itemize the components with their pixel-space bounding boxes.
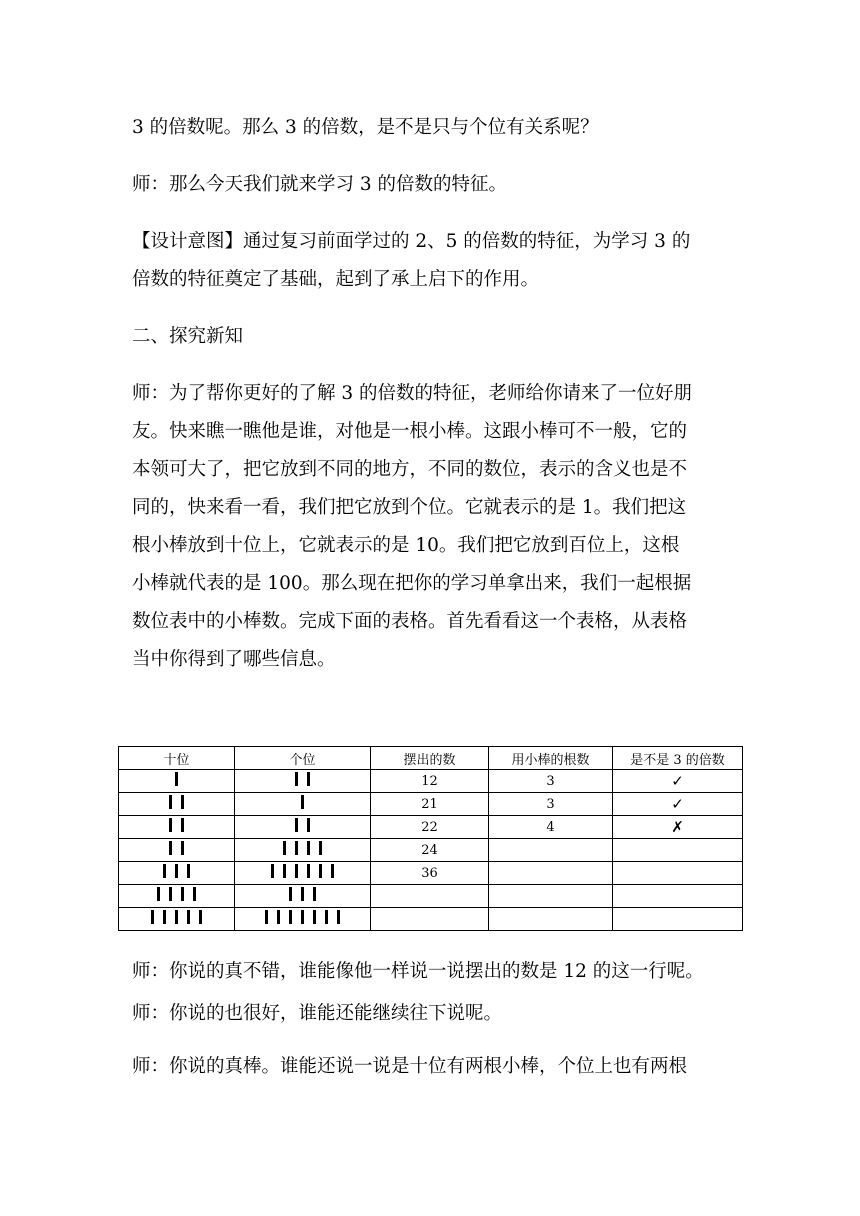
paragraph-intro-question bbox=[132, 109, 742, 147]
stick-group bbox=[169, 795, 184, 809]
is-multiple-cell bbox=[613, 816, 743, 839]
header-tens: 十位 bbox=[119, 747, 235, 770]
stick-icon bbox=[169, 795, 172, 809]
stick-icon bbox=[295, 818, 298, 832]
stick-icon bbox=[169, 841, 172, 855]
stick-icon bbox=[301, 795, 304, 809]
table-header-row bbox=[119, 747, 743, 770]
stick-icon bbox=[307, 864, 310, 878]
header-is-multiple: 是不是 3 的倍数 bbox=[613, 747, 743, 770]
is-multiple-cell bbox=[613, 885, 743, 908]
tens-sticks-cell bbox=[119, 816, 235, 839]
number-cell bbox=[371, 862, 489, 885]
table-row bbox=[119, 793, 743, 816]
text-line: 友。快来瞧一瞧他是谁，对他是一根小棒。这跟小棒可不一般，它的 bbox=[132, 421, 688, 442]
stick-icon bbox=[181, 818, 184, 832]
stick-icon bbox=[283, 864, 286, 878]
number-cell bbox=[371, 770, 489, 793]
stick-icon bbox=[163, 910, 166, 924]
stick-icon bbox=[181, 841, 184, 855]
stick-icon bbox=[277, 910, 280, 924]
stick-icon bbox=[187, 864, 190, 878]
stick-count-cell bbox=[489, 839, 613, 862]
is-multiple-cell bbox=[613, 793, 743, 816]
table-row bbox=[119, 862, 743, 885]
stick-icon bbox=[307, 772, 310, 786]
table-body bbox=[119, 770, 743, 931]
stick-icon bbox=[301, 887, 304, 901]
stick-icon bbox=[319, 864, 322, 878]
stick-icon bbox=[289, 910, 292, 924]
stick-icon bbox=[175, 910, 178, 924]
stick-icon bbox=[313, 910, 316, 924]
paragraph-teacher-praise-3 bbox=[132, 1048, 742, 1086]
stick-icon bbox=[163, 864, 166, 878]
number-cell bbox=[371, 908, 489, 931]
number-cell-text: 24 bbox=[421, 842, 438, 858]
ones-sticks-cell bbox=[235, 908, 371, 931]
check-mark-icon: ✗ bbox=[671, 818, 684, 836]
stick-icon bbox=[181, 795, 184, 809]
stick-icon bbox=[169, 818, 172, 832]
number-cell-text: 12 bbox=[421, 773, 438, 789]
tens-sticks-cell bbox=[119, 839, 235, 862]
header-number: 摆出的数 bbox=[371, 747, 489, 770]
text-line: 同的，快来看一看，我们把它放到个位。它就表示的是 1。我们把这 bbox=[132, 497, 687, 518]
tens-sticks-cell bbox=[119, 793, 235, 816]
tens-sticks-cell bbox=[119, 885, 235, 908]
paragraph-teacher-praise-1 bbox=[132, 953, 742, 991]
stick-icon bbox=[337, 910, 340, 924]
text-line: 【设计意图】通过复习前面学过的 2、5 的倍数的特征，为学习 3 的 bbox=[132, 231, 691, 252]
text-line: 师：你说的真棒。谁能还说一说是十位有两根小棒，个位上也有两根 bbox=[132, 1056, 688, 1077]
text-line: 数位表中的小棒数。完成下面的表格。首先看看这一个表格，从表格 bbox=[132, 611, 688, 632]
tens-sticks-cell bbox=[119, 770, 235, 793]
stick-icon bbox=[301, 910, 304, 924]
ones-sticks-cell bbox=[235, 839, 371, 862]
stick-icon bbox=[295, 864, 298, 878]
stick-icon bbox=[181, 887, 184, 901]
stick-icon bbox=[193, 887, 196, 901]
paragraph-teacher-sticks bbox=[132, 375, 742, 679]
section-heading-explore bbox=[132, 318, 742, 356]
stick-count-cell-text: 4 bbox=[546, 819, 555, 835]
stick-icon bbox=[169, 887, 172, 901]
paragraph-teacher-topic bbox=[132, 166, 742, 204]
table-row bbox=[119, 816, 743, 839]
number-cell bbox=[371, 793, 489, 816]
text-line: 3 的倍数呢。那么 3 的倍数，是不是只与个位有关系呢？ bbox=[132, 117, 599, 138]
text-line: 倍数的特征奠定了基础，起到了承上启下的作用。 bbox=[132, 269, 540, 290]
stick-icon bbox=[319, 841, 322, 855]
stick-icon bbox=[187, 910, 190, 924]
is-multiple-cell bbox=[613, 862, 743, 885]
number-cell bbox=[371, 816, 489, 839]
stick-icon bbox=[151, 910, 154, 924]
text-line: 小棒就代表的是 100。那么现在把你的学习单拿出来，我们一起根据 bbox=[132, 573, 692, 594]
text-line: 师：为了帮你更好的了解 3 的倍数的特征，老师给你请来了一位好朋 bbox=[132, 383, 693, 404]
stick-group bbox=[301, 795, 304, 809]
text-line: 当中你得到了哪些信息。 bbox=[132, 649, 336, 670]
stick-count-cell bbox=[489, 770, 613, 793]
stick-icon bbox=[271, 864, 274, 878]
stick-count-cell bbox=[489, 816, 613, 839]
number-cell-text: 21 bbox=[421, 796, 438, 812]
check-mark-icon: ✓ bbox=[671, 795, 684, 813]
stick-group bbox=[175, 772, 178, 786]
number-cell-text: 22 bbox=[421, 819, 438, 835]
table-row bbox=[119, 770, 743, 793]
table-row bbox=[119, 908, 743, 931]
stick-icon bbox=[307, 841, 310, 855]
ones-sticks-cell bbox=[235, 816, 371, 839]
stick-icon bbox=[307, 818, 310, 832]
stick-group bbox=[163, 864, 190, 878]
place-value-table bbox=[118, 746, 743, 931]
check-mark-icon: ✓ bbox=[671, 772, 684, 790]
stick-icon bbox=[313, 887, 316, 901]
stick-icon bbox=[175, 772, 178, 786]
table-row bbox=[119, 839, 743, 862]
tens-sticks-cell bbox=[119, 862, 235, 885]
text-line: 师：你说的真不错，谁能像他一样说一说摆出的数是 12 的这一行呢。 bbox=[132, 961, 704, 982]
text-line: 二、探究新知 bbox=[132, 326, 244, 347]
stick-icon bbox=[295, 772, 298, 786]
stick-count-cell bbox=[489, 862, 613, 885]
stick-count-cell-text: 3 bbox=[546, 773, 555, 789]
stick-icon bbox=[295, 841, 298, 855]
stick-count-cell bbox=[489, 793, 613, 816]
is-multiple-cell bbox=[613, 839, 743, 862]
stick-group bbox=[169, 818, 184, 832]
stick-icon bbox=[157, 887, 160, 901]
ones-sticks-cell bbox=[235, 885, 371, 908]
number-cell-text: 36 bbox=[421, 865, 438, 881]
stick-group bbox=[151, 910, 202, 924]
tens-sticks-cell bbox=[119, 908, 235, 931]
stick-icon bbox=[283, 841, 286, 855]
stick-count-cell bbox=[489, 885, 613, 908]
number-cell bbox=[371, 839, 489, 862]
text-line: 根小棒放到十位上，它就表示的是 10。我们把它放到百位上，这根 bbox=[132, 535, 680, 556]
ones-sticks-cell bbox=[235, 770, 371, 793]
is-multiple-cell bbox=[613, 770, 743, 793]
number-cell bbox=[371, 885, 489, 908]
stick-group bbox=[157, 887, 196, 901]
stick-group bbox=[295, 818, 310, 832]
stick-count-cell bbox=[489, 908, 613, 931]
header-ones: 个位 bbox=[235, 747, 371, 770]
stick-icon bbox=[331, 864, 334, 878]
stick-group bbox=[265, 910, 340, 924]
stick-icon bbox=[199, 910, 202, 924]
stick-group bbox=[283, 841, 322, 855]
stick-group bbox=[295, 772, 310, 786]
stick-icon bbox=[289, 887, 292, 901]
stick-icon bbox=[265, 910, 268, 924]
text-line: 本领可大了，把它放到不同的地方，不同的数位，表示的含义也是不 bbox=[132, 459, 688, 480]
ones-sticks-cell bbox=[235, 793, 371, 816]
is-multiple-cell bbox=[613, 908, 743, 931]
stick-icon bbox=[175, 864, 178, 878]
text-line: 师：那么今天我们就来学习 3 的倍数的特征。 bbox=[132, 174, 508, 195]
header-stick-count: 用小棒的根数 bbox=[489, 747, 613, 770]
paragraph-design-intent bbox=[132, 223, 742, 299]
text-line: 师：你说的也很好，谁能还能继续往下说呢。 bbox=[132, 1003, 503, 1024]
stick-group bbox=[271, 864, 334, 878]
stick-count-cell-text: 3 bbox=[546, 796, 555, 812]
paragraph-teacher-praise-2 bbox=[132, 995, 742, 1033]
ones-sticks-cell bbox=[235, 862, 371, 885]
stick-group bbox=[169, 841, 184, 855]
stick-icon bbox=[325, 910, 328, 924]
stick-group bbox=[289, 887, 316, 901]
table-row bbox=[119, 885, 743, 908]
